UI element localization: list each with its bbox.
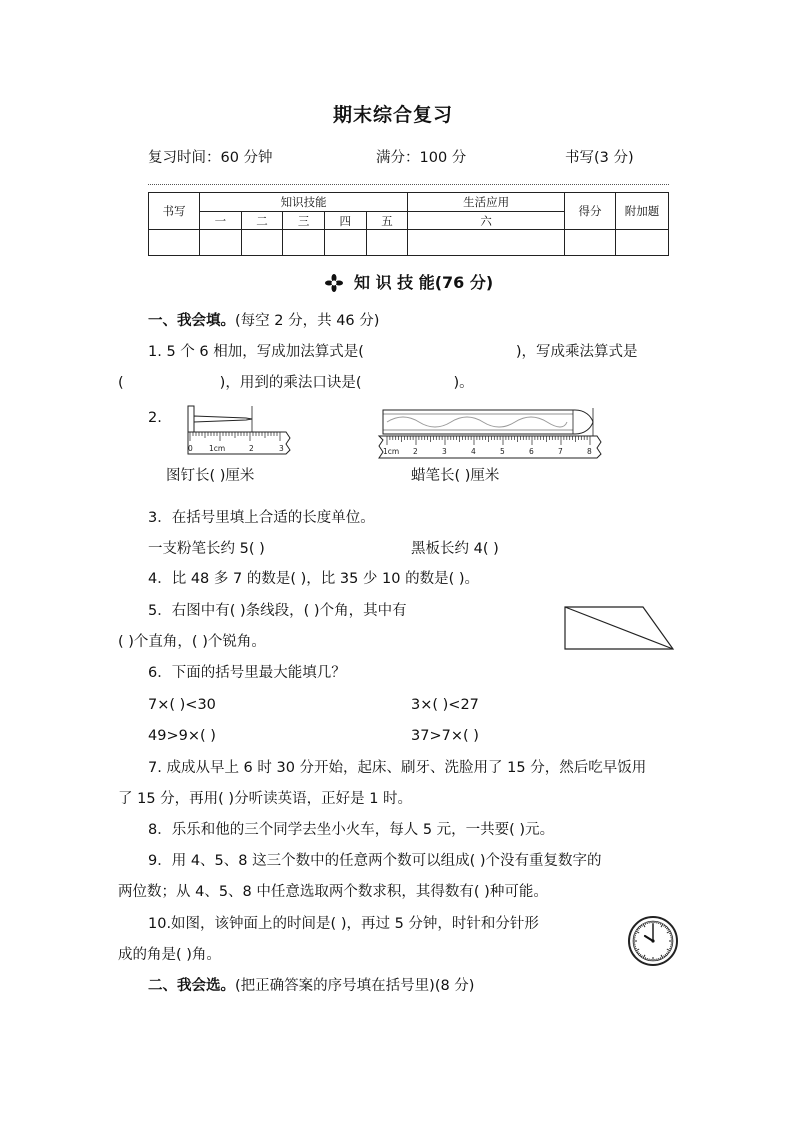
ruler1-tick-label: 1cm xyxy=(209,444,226,453)
score-blank[interactable] xyxy=(408,230,565,256)
score-blank[interactable] xyxy=(283,230,325,256)
q3-b: 黑板长约 4( ) xyxy=(411,541,499,557)
score-cell-score: 得分 xyxy=(565,193,616,230)
q1-line2 xyxy=(118,373,474,393)
ruler1-tick-label: 2 xyxy=(249,444,254,453)
ruler2-tick-label: 3 xyxy=(442,447,447,456)
thumbtack-ruler-figure xyxy=(186,404,294,456)
tick-mark xyxy=(670,935,672,936)
q9-line1: 9．用 4、5、8 这三个数中的任意两个数可以组成( )个没有重复数字的 xyxy=(148,853,602,869)
part2-title xyxy=(148,976,474,996)
q6-text: 6．下面的括号里最大能填几？ xyxy=(148,665,346,681)
score-col-5: 五 xyxy=(366,212,408,230)
q6-c: 49>9×( ) xyxy=(148,728,216,744)
score-blank[interactable] xyxy=(366,230,408,256)
q6-a: 7×( )<30 xyxy=(148,697,216,713)
crayon-ruler-figure xyxy=(379,406,603,458)
ruler2-tick-label: 6 xyxy=(529,447,534,456)
time-limit: 复习时间：60 分钟 xyxy=(148,150,273,166)
ruler2-tick-label: 2 xyxy=(413,447,418,456)
q3-a: 一支粉笔长约 5( ) xyxy=(148,541,265,557)
ruler2-tick-label: 5 xyxy=(500,447,505,456)
score-cell-application: 生活应用 xyxy=(408,193,565,212)
q7-line1: 7. 成成从早上 6 时 30 分开始，起床、刷牙、洗脸用了 15 分，然后吃早饭用 xyxy=(148,760,647,776)
score-col-2: 二 xyxy=(241,212,283,230)
q2-number: 2. xyxy=(148,410,162,426)
tick-mark xyxy=(634,935,636,936)
tick-mark xyxy=(670,947,672,948)
score-cell-writing: 书写 xyxy=(149,193,200,230)
q3-text: 3．在括号里填上合适的长度单位。 xyxy=(148,510,375,526)
score-col-3: 三 xyxy=(283,212,325,230)
score-col-1: 一 xyxy=(200,212,242,230)
q8-text: 8．乐乐和他的三个同学去坐小火车，每人 5 元，一共要( )元。 xyxy=(148,822,555,838)
ruler2-tick-label: 4 xyxy=(471,447,476,456)
q5-line2: ( )个直角，( )个锐角。 xyxy=(118,634,266,650)
trapezoid-figure xyxy=(563,605,675,651)
q10-line2: 成的角是( )角。 xyxy=(118,947,221,963)
q6-d: 37>7×( ) xyxy=(411,728,479,744)
clock-icon xyxy=(627,915,679,967)
part1-note: (每空 2 分，共 46 分) xyxy=(235,313,380,329)
thumbtack-caption: 图钉长( )厘米 xyxy=(166,468,255,484)
part2-heading: 二、我会选。 xyxy=(148,978,235,994)
q1-text-d: )，用到的乘法口诀是( xyxy=(219,375,362,391)
section-heading: 知 识 技 能(76 分) xyxy=(354,273,494,292)
q4-text: 4．比 48 多 7 的数是( )，比 35 少 10 的数是( )。 xyxy=(148,571,480,587)
ruler2-tick-label: 7 xyxy=(558,447,563,456)
part1-heading: 一、我会填。 xyxy=(148,313,235,329)
flower-icon xyxy=(325,274,343,292)
score-col-6: 六 xyxy=(408,212,565,230)
tick-mark xyxy=(647,922,648,924)
page-title: 期末综合复习 xyxy=(333,104,454,126)
divider xyxy=(148,184,669,185)
part2-note: (把正确答案的序号填在括号里)(8 分) xyxy=(235,978,475,994)
q9-line2: 两位数；从 4、5、8 中任意选取两个数求积，其得数有( )种可能。 xyxy=(118,884,548,900)
q10-line1: 10.如图，该钟面上的时间是( )，再过 5 分钟，时针和分针形 xyxy=(148,916,539,932)
tick-mark xyxy=(647,958,648,960)
score-table xyxy=(148,192,669,256)
ruler1-tick-label: 3 xyxy=(279,444,284,453)
ruler2-tick-label: 1cm xyxy=(383,447,400,456)
score-blank[interactable] xyxy=(149,230,200,256)
score-cell-bonus: 附加题 xyxy=(616,193,669,230)
score-blank[interactable] xyxy=(200,230,242,256)
score-cell-knowledge: 知识技能 xyxy=(200,193,408,212)
q1-text-a: 1. 5 个 6 相加，写成加法算式是( xyxy=(148,344,364,360)
full-score: 满分：100 分 xyxy=(376,150,467,166)
tick-mark xyxy=(659,922,660,924)
q1-text-e: )。 xyxy=(453,375,474,391)
ruler2-tick-label: 8 xyxy=(587,447,592,456)
score-blank[interactable] xyxy=(241,230,283,256)
q1-text-c: ( xyxy=(118,375,124,391)
part1-title xyxy=(148,311,379,331)
score-blank[interactable] xyxy=(616,230,669,256)
q1-line1 xyxy=(148,342,638,362)
tick-mark xyxy=(634,947,636,948)
q6-b: 3×( )<27 xyxy=(411,697,479,713)
tick-mark xyxy=(659,958,660,960)
writing-score: 书写(3 分) xyxy=(565,150,634,166)
crayon-caption: 蜡笔长( )厘米 xyxy=(411,468,500,484)
score-blank[interactable] xyxy=(565,230,616,256)
q7-line2: 了 15 分，再用( )分听读英语，正好是 1 时。 xyxy=(118,791,413,807)
score-col-4: 四 xyxy=(324,212,366,230)
q1-text-b: )，写成乘法算式是 xyxy=(515,344,638,360)
score-blank[interactable] xyxy=(324,230,366,256)
ruler1-tick-label: 0 xyxy=(188,444,193,453)
q5-line1: 5．右图中有( )条线段，( )个角，其中有 xyxy=(148,603,407,619)
